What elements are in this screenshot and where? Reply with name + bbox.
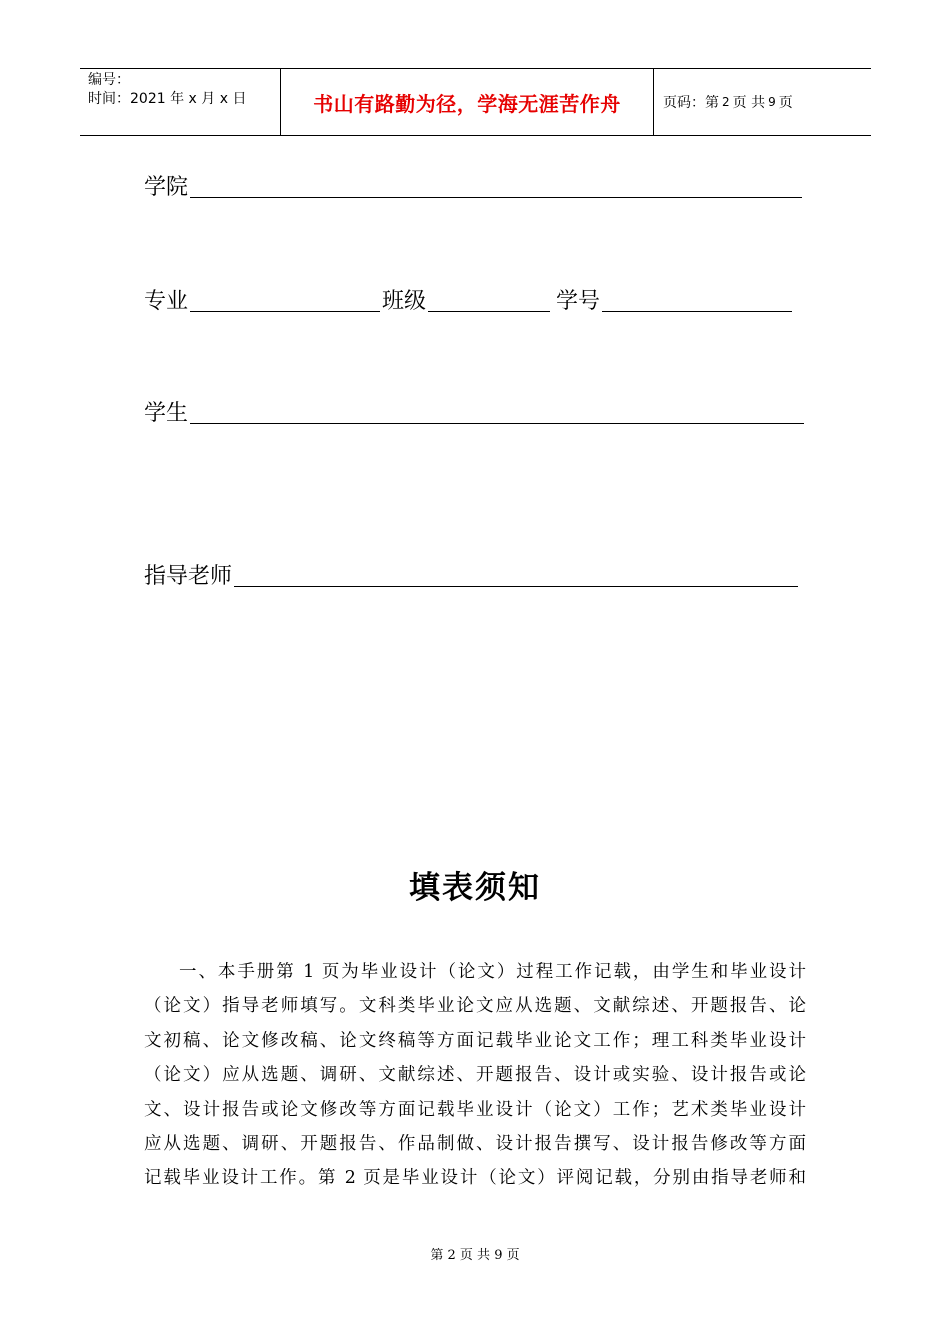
notice-title: 填表须知 <box>409 870 541 906</box>
college-label: 学院 <box>144 175 189 200</box>
student-input-line[interactable] <box>190 403 804 424</box>
notice-line: 一、本手册第 1 页为毕业设计（论文）过程工作记载，由学生和毕业设计 <box>179 962 806 982</box>
page-number: 2 <box>722 95 730 109</box>
advisor-label: 指导老师 <box>144 564 233 589</box>
header-meta-cell <box>80 69 281 135</box>
page-mid: 页 共 <box>732 95 766 111</box>
document-time-label: 时间：2021 年 x 月 x 日 <box>88 91 247 107</box>
student-field <box>144 396 806 427</box>
student-label: 学生 <box>144 401 189 426</box>
page-suffix: 页 <box>778 95 793 111</box>
college-input-line[interactable] <box>190 177 802 198</box>
page-total: 9 <box>768 95 776 109</box>
notice-line: 文初稿、论文修改稿、论文终稿等方面记载毕业论文工作；理工科类毕业设计 <box>144 1030 806 1051</box>
page-header <box>80 68 871 136</box>
notice-line: （论文）应从选题、调研、文献综述、开题报告、设计或实验、设计报告或论 <box>144 1065 806 1086</box>
notice-line: 应从选题、调研、开题报告、作品制做、设计报告撰写、设计报告修改等方面 <box>144 1134 806 1155</box>
notice-paragraph <box>144 955 806 1196</box>
student-id-label: 学号 <box>556 289 601 314</box>
notice-line: （论文）指导老师填写。文科类毕业论文应从选题、文献综述、开题报告、论 <box>144 996 806 1017</box>
major-class-id-row <box>144 284 794 315</box>
class-label: 班级 <box>382 289 427 314</box>
notice-line: 文、设计报告或论文修改等方面记载毕业设计（论文）工作；艺术类毕业设计 <box>144 1099 806 1120</box>
advisor-field <box>144 559 800 590</box>
class-input-line[interactable] <box>428 291 550 312</box>
advisor-input-line[interactable] <box>234 566 798 587</box>
notice-line: 记载毕业设计工作。第 2 页是毕业设计（论文）评阅记载，分别由指导老师和 <box>144 1168 806 1189</box>
page-footer: 第 2 页 共 9 页 <box>430 1248 520 1263</box>
college-field <box>144 170 804 201</box>
student-id-input-line[interactable] <box>602 291 792 312</box>
major-label: 专业 <box>144 289 189 314</box>
document-number-label: 编号： <box>88 72 130 88</box>
header-motto-cell <box>281 69 654 135</box>
page-prefix: 页码：第 <box>663 95 719 111</box>
header-motto: 书山有路勤为径，学海无涯苦作舟 <box>313 91 621 116</box>
major-input-line[interactable] <box>190 291 380 312</box>
header-page-cell <box>654 69 871 135</box>
